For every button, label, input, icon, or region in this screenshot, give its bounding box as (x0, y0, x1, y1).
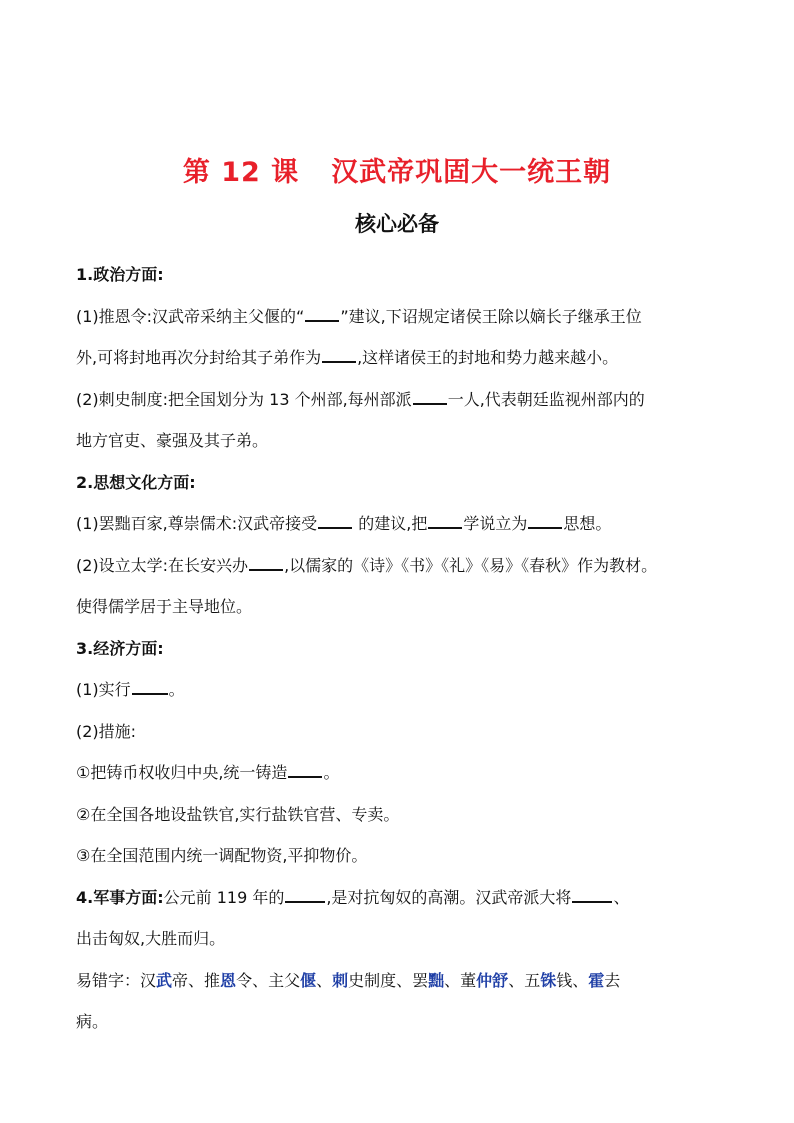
text-segment: 的建议,把 (353, 514, 428, 533)
text-line: 出击匈奴,大胜而归。 (76, 929, 226, 948)
text-segment: 史制度、罢 (348, 970, 429, 990)
content-body (76, 254, 724, 1043)
text-segment: 公元前 119 年的 (163, 887, 285, 907)
text-line (76, 503, 724, 545)
text-segment: 帝、推 (172, 970, 221, 990)
text-segment: (1)推恩令:汉武帝采纳主父偃的“ (76, 306, 305, 326)
text-segment: 、 (613, 887, 630, 907)
text-segment: 易错字：汉 (76, 970, 157, 990)
text-segment: ,以儒家的《诗》《书》《礼》《易》《春秋》作为教材。 (284, 555, 658, 575)
text-line: (2)措施: (76, 721, 137, 741)
text-segment: ,是对抗匈奴的高潮。汉武帝派大将 (326, 887, 572, 907)
heading-politics: 1.政治方面: (76, 265, 164, 284)
lesson-number: 第 12 课 (182, 157, 300, 188)
fill-blank[interactable] (285, 887, 325, 903)
text-line (76, 296, 724, 338)
emphasis-char: 武 (156, 970, 173, 990)
lesson-title (0, 150, 794, 189)
text-segment: 思想。 (563, 514, 612, 533)
fill-blank[interactable] (528, 513, 562, 529)
text-line (76, 337, 724, 379)
text-line: 使得儒学居于主导地位。 (76, 597, 253, 616)
heading-military: 4.军事方面: (76, 887, 164, 907)
text-segment: 去 (604, 970, 621, 990)
text-segment: ①把铸币权收归中央,统一铸造 (76, 763, 288, 782)
text-segment: 。 (168, 680, 185, 699)
lesson-name: 汉武帝巩固大一统王朝 (331, 157, 612, 188)
text-segment: 、 (316, 970, 333, 990)
text-segment: 、董 (444, 970, 477, 990)
text-segment: 一人,代表朝廷监视州部内的 (447, 389, 645, 409)
text-segment: (1)罢黜百家,尊崇儒术:汉武帝接受 (76, 514, 318, 533)
emphasis-char: 偃 (300, 970, 317, 990)
text-segment: (1)实行 (76, 680, 131, 699)
text-segment: ”建议,下诏规定诸侯王除以嫡长子继承王位 (340, 306, 642, 326)
heading-thought-culture: 2.思想文化方面: (76, 472, 196, 492)
text-segment: 令、主父 (236, 970, 301, 990)
section-subtitle: 核心必备 (355, 212, 439, 236)
fill-blank[interactable] (428, 513, 462, 529)
text-segment: (2)刺史制度:把全国划分为 13 个州部,每州部派 (76, 389, 412, 409)
text-segment: 学说立为 (463, 514, 528, 533)
fill-blank[interactable] (132, 679, 168, 695)
text-segment: 。 (323, 763, 340, 782)
text-line (76, 545, 724, 587)
fill-blank[interactable] (413, 389, 447, 405)
text-line: ③在全国范围内统一调配物资,平抑物价。 (76, 846, 368, 865)
text-line: ②在全国各地设盐铁官,实行盐铁官营、专卖。 (76, 804, 400, 824)
text-line (76, 379, 724, 421)
text-line: 病。 (76, 1012, 109, 1031)
text-line: 地方官吏、豪强及其子弟。 (76, 431, 269, 450)
text-line (76, 752, 724, 794)
text-segment: ,这样诸侯王的封地和势力越来越小。 (357, 348, 619, 367)
heading-economy: 3.经济方面: (76, 638, 164, 658)
typo-line (76, 960, 724, 1002)
fill-blank[interactable] (318, 513, 352, 529)
text-segment: 钱、 (556, 970, 589, 990)
fill-blank[interactable] (572, 887, 612, 903)
text-line (76, 669, 724, 711)
text-segment: 、五 (508, 970, 541, 990)
fill-blank[interactable] (322, 347, 356, 363)
emphasis-char: 刺 (332, 970, 349, 990)
text-segment: (2)设立太学:在长安兴办 (76, 555, 249, 575)
fill-blank[interactable] (249, 555, 283, 571)
emphasis-char: 仲舒 (476, 970, 509, 990)
fill-blank[interactable] (305, 306, 339, 322)
emphasis-char: 铢 (540, 970, 557, 990)
emphasis-char: 黜 (428, 970, 445, 990)
emphasis-char: 霍 (588, 970, 605, 990)
text-line (76, 877, 724, 919)
fill-blank[interactable] (288, 762, 322, 778)
text-segment: 外,可将封地再次分封给其子弟作为 (76, 348, 322, 367)
emphasis-char: 恩 (220, 970, 237, 990)
